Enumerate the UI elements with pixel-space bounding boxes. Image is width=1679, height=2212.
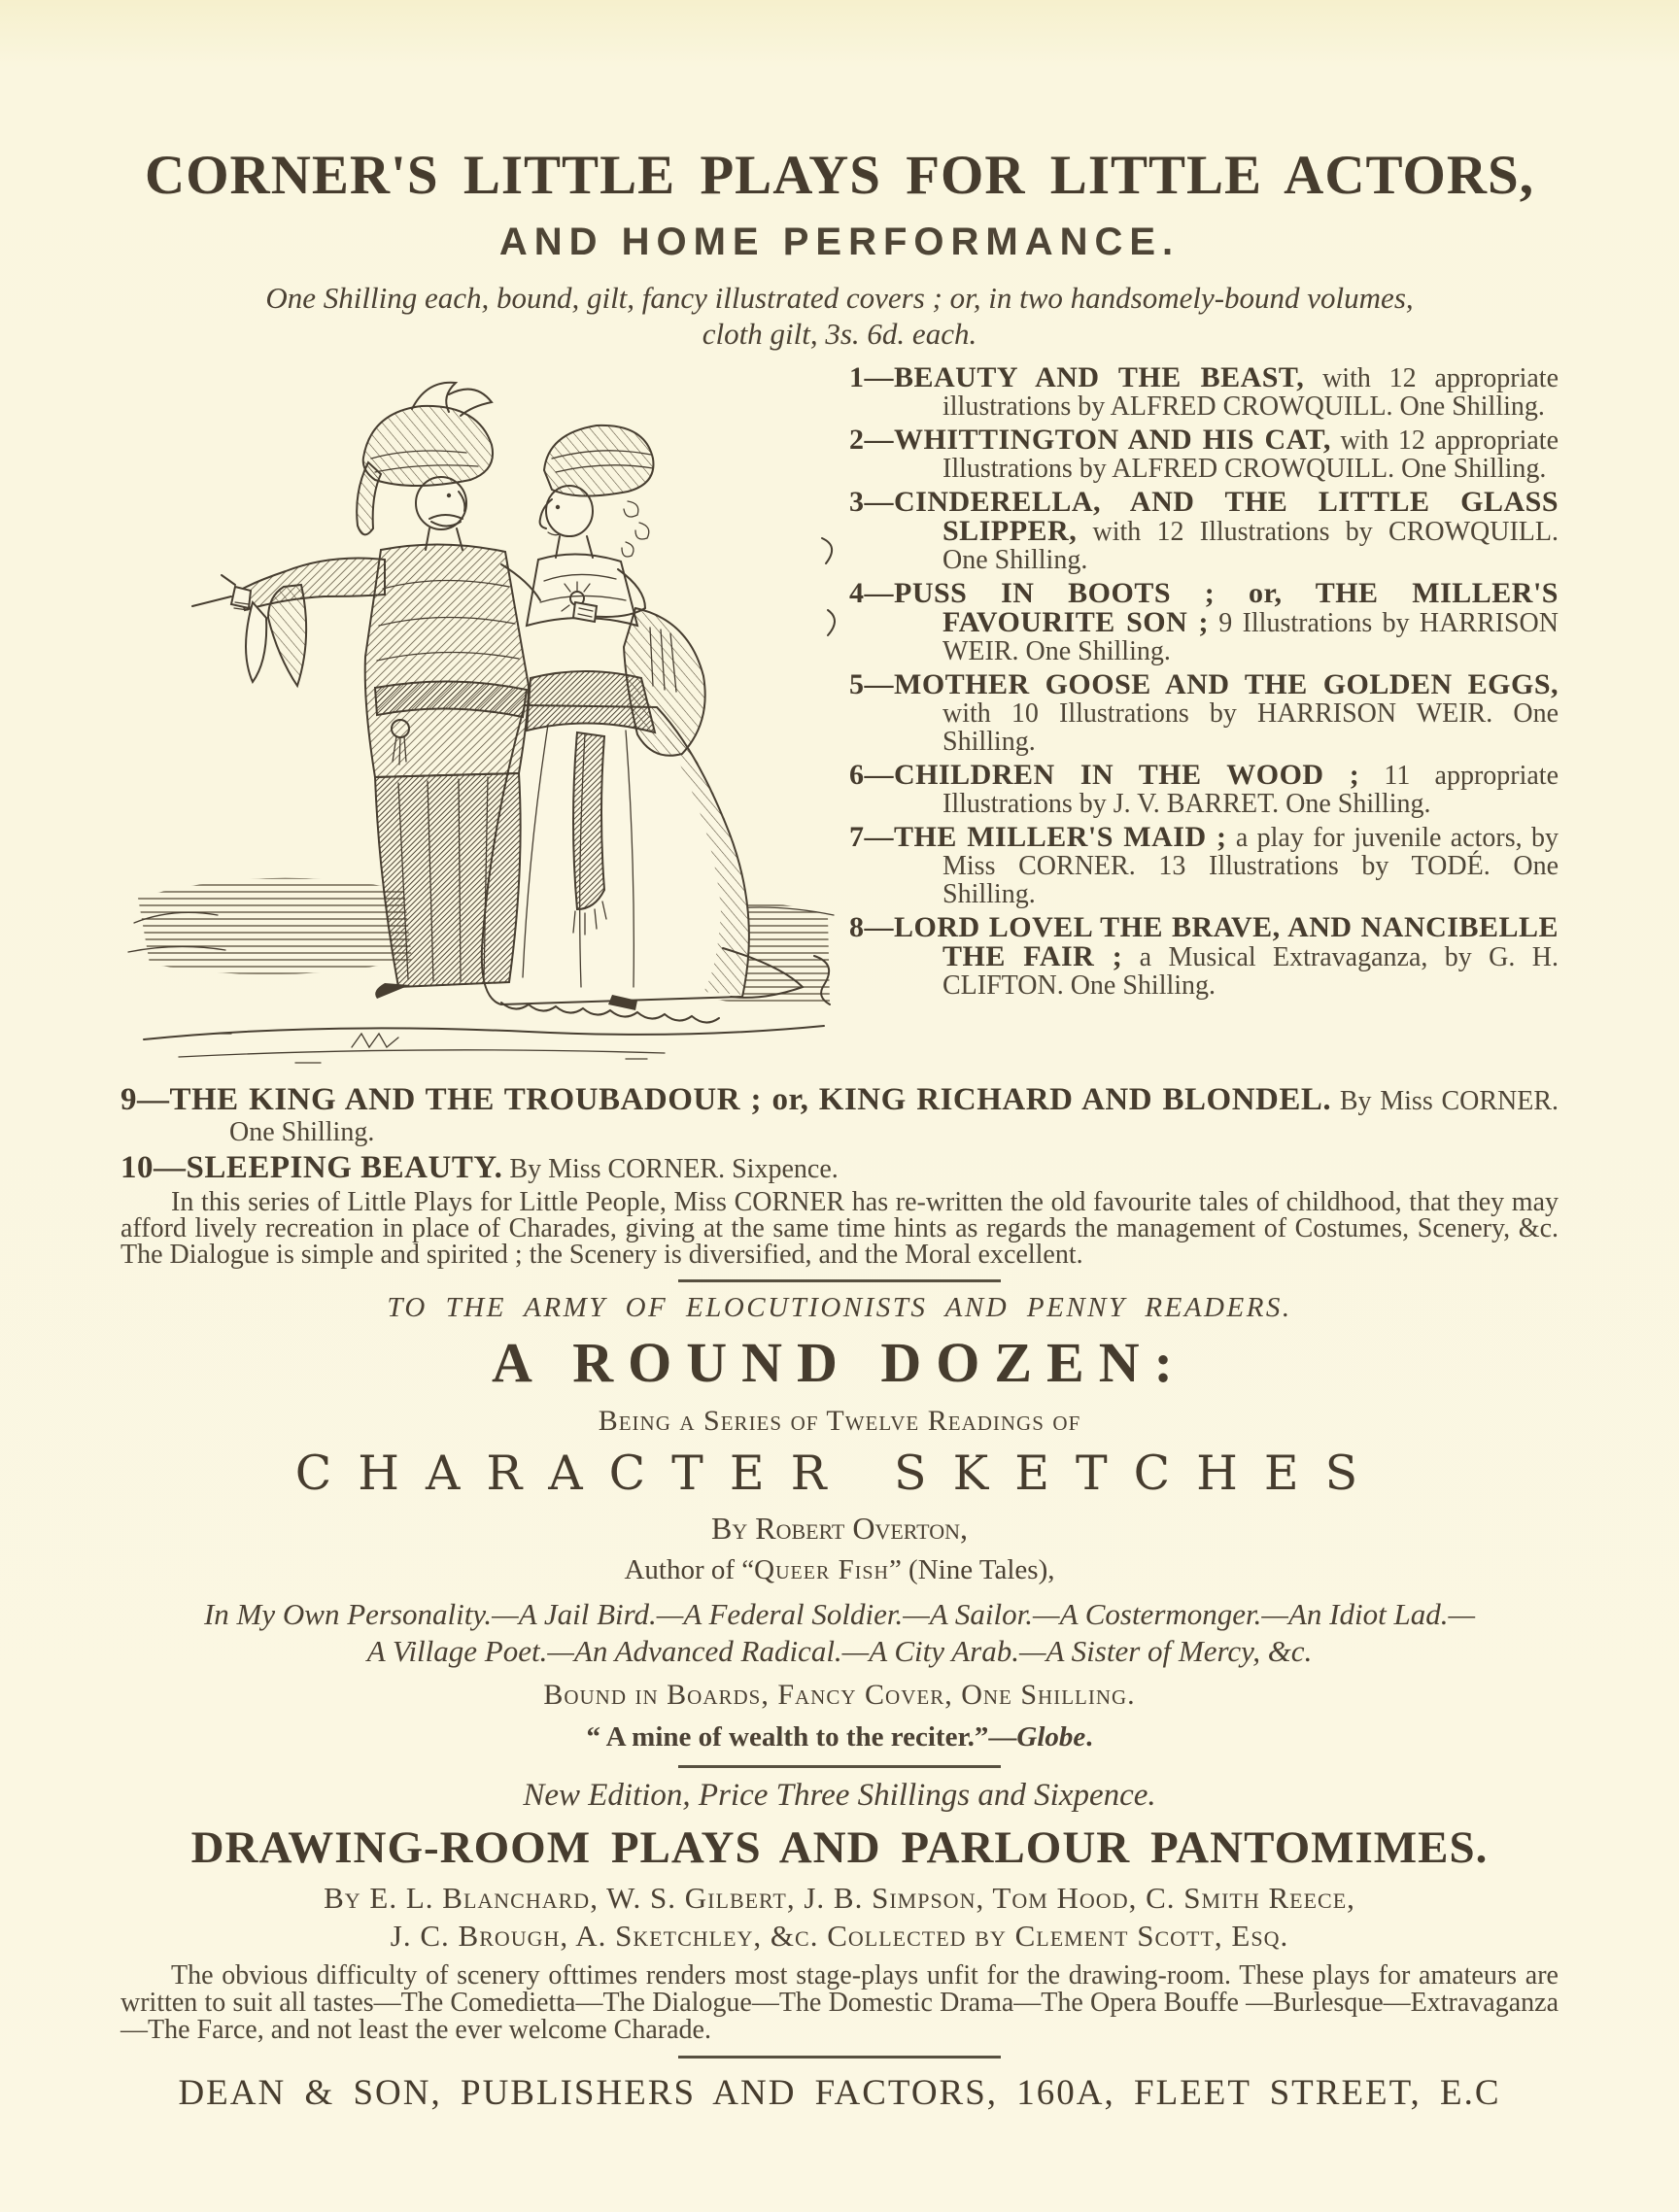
section-divider <box>678 1279 1001 1282</box>
series-item-10 <box>120 1152 1559 1185</box>
series-item-title: 1—BEAUTY AND THE BEAST, <box>849 361 1305 394</box>
page-title: CORNER'S LITTLE PLAYS FOR LITTLE ACTORS, <box>145 145 1534 206</box>
series-item-title: 3—CINDERELLA, AND THE LITTLE GLASS SLIPPER, <box>849 486 1559 548</box>
series-item-6 <box>849 761 1559 818</box>
series-item-text: with 12 Illustrations by CROWQUILL. One Shilling. <box>942 517 1559 576</box>
price-tagline <box>120 280 1559 352</box>
tagline-line-1: One Shilling each, bound, gilt, fancy illustrated covers ; or, in two handsomely-bound volumes, <box>265 281 1414 315</box>
review-quote-text: “ A mine of wealth to the reciter.”— <box>586 1720 1017 1753</box>
series-item-text: By Miss CORNER. One Shilling. <box>229 1086 1559 1148</box>
review-quote-end: . <box>1085 1720 1093 1753</box>
series-note: In this series of Little Plays for Little People, Miss CORNER has re-written the old favourite tales of childhood, that they may afford lively recreation in place of Charades, giving at the same time hints as regards the management of Costumes, Scenery, &c. The Dialogue is simple and spirited ; the Scenery is diversified, and the Moral excellent. <box>120 1187 1559 1271</box>
series-item-title: 4—PUSS IN BOOTS ; or, THE MILLER'S FAVOURITE SON ; <box>849 577 1559 639</box>
page-content <box>120 0 1559 2114</box>
series-item-1 <box>849 363 1559 421</box>
contents-lines <box>120 1596 1559 1668</box>
costumed-couple-engraving <box>120 365 849 1084</box>
contributors-line-2: J. C. Brough, A. Sketchley, &c. Collected by Clement Scott, Esq. <box>390 1918 1289 1953</box>
drawing-room-note: The obvious difficulty of scenery ofttimes renders most stage-plays unfit for the drawing-room. These plays for amateurs are written to suit all tastes—The Comedietta—The Dialogue—The Domestic Drama—The Opera Bouffe —Burlesque—Extravaganza—The Farce, and not least the ever welcome Charade. <box>120 1960 1559 2046</box>
section-divider <box>678 2056 1001 2059</box>
round-dozen-title: A ROUND DOZEN: <box>492 1331 1187 1395</box>
contributors-line-1: By E. L. Blanchard, W. S. Gilbert, J. B. Simpson, Tom Hood, C. Smith Reece, <box>324 1880 1355 1915</box>
series-item-7 <box>849 823 1559 908</box>
contents-line-1: In My Own Personality.—A Jail Bird.—A Federal Soldier.—A Sailor.—A Costermonger.—An Idiot Lad.— <box>203 1597 1476 1632</box>
series-item-9 <box>120 1084 1559 1148</box>
series-item-title: 10—SLEEPING BEAUTY. <box>120 1150 503 1186</box>
series-item-2 <box>849 425 1559 483</box>
series-item-title: 9—THE KING AND THE TROUBADOUR ; or, KING RICHARD AND BLONDEL. <box>120 1082 1332 1118</box>
series-item-text: with 10 Illustrations by HARRISON WEIR. One Shilling. <box>942 698 1559 758</box>
dedication-line: TO THE ARMY OF ELOCUTIONISTS AND PENNY READERS. <box>387 1292 1292 1324</box>
binding-line: Bound in Boards, Fancy Cover, One Shilling. <box>543 1678 1136 1711</box>
section-divider <box>678 1765 1001 1768</box>
series-item-title: 6—CHILDREN IN THE WOOD ; <box>849 759 1360 792</box>
series-item-3 <box>849 488 1559 574</box>
series-item-text: 9 Illustrations by HARRISON WEIR. One Shilling. <box>942 608 1559 667</box>
author-credit-pre: Author of “ <box>624 1554 755 1586</box>
edition-line: New Edition, Price Three Shillings and Sixpence. <box>523 1777 1156 1813</box>
contents-line-2: A Village Poet.—An Advanced Radical.—A City Arab.—A Sister of Mercy, &c. <box>366 1633 1313 1668</box>
contributors-lines <box>120 1880 1559 1956</box>
drawing-room-title: DRAWING-ROOM PLAYS AND PARLOUR PANTOMIMES. <box>190 1821 1489 1873</box>
author-credit-line <box>120 1554 1559 1586</box>
publisher-imprint: DEAN & SON, PUBLISHERS AND FACTORS, 160A, FLEET STREET, E.C <box>178 2073 1501 2114</box>
series-item-text: By Miss CORNER. Sixpence. <box>509 1154 839 1185</box>
main-row <box>120 359 1559 1084</box>
review-quote <box>120 1721 1559 1753</box>
series-list-continued <box>120 1084 1559 1185</box>
author-credit-post: ” (Nine Tales), <box>888 1554 1055 1586</box>
series-item-title: 8—LORD LOVEL THE BRAVE, AND NANCIBELLE THE FAIR ; <box>849 911 1559 973</box>
tagline-line-2: cloth gilt, 3s. 6d. each. <box>702 317 977 352</box>
series-item-4 <box>849 579 1559 665</box>
author-byline: By Robert Overton, <box>711 1511 968 1547</box>
quote-source: Globe <box>1016 1720 1086 1753</box>
author-credit-work: Queer Fish <box>754 1554 889 1586</box>
character-sketches-title: CHARACTER SKETCHES <box>294 1446 1385 1502</box>
series-item-text: a play for juvenile actors, by Miss CORNER. 13 Illustrations by TODÉ. One Shilling. <box>942 823 1559 910</box>
series-item-8 <box>849 913 1559 1000</box>
series-list <box>849 359 1559 1004</box>
series-item-title: 2—WHITTINGTON AND HIS CAT, <box>849 424 1331 457</box>
series-item-text: with 12 appropriate illustrations by ALFRED CROWQUILL. One Shilling. <box>942 363 1559 423</box>
series-item-5 <box>849 670 1559 756</box>
engraving-svg <box>120 365 840 1079</box>
series-item-text: a Musical Extravaganza, by G. H. CLIFTON. One Shilling. <box>942 942 1559 1002</box>
series-item-title: 7—THE MILLER'S MAID ; <box>849 821 1227 854</box>
page-subtitle: AND HOME PERFORMANCE. <box>498 221 1181 263</box>
series-item-title: 5—MOTHER GOOSE AND THE GOLDEN EGGS, <box>849 668 1559 701</box>
series-item-text: with 12 appropriate Illustrations by ALFRED CROWQUILL. One Shilling. <box>942 425 1559 485</box>
series-item-text: 11 appropriate Illustrations by J. V. BARRET. One Shilling. <box>942 761 1559 820</box>
series-readings-line: Being a Series of Twelve Readings of <box>598 1405 1081 1438</box>
